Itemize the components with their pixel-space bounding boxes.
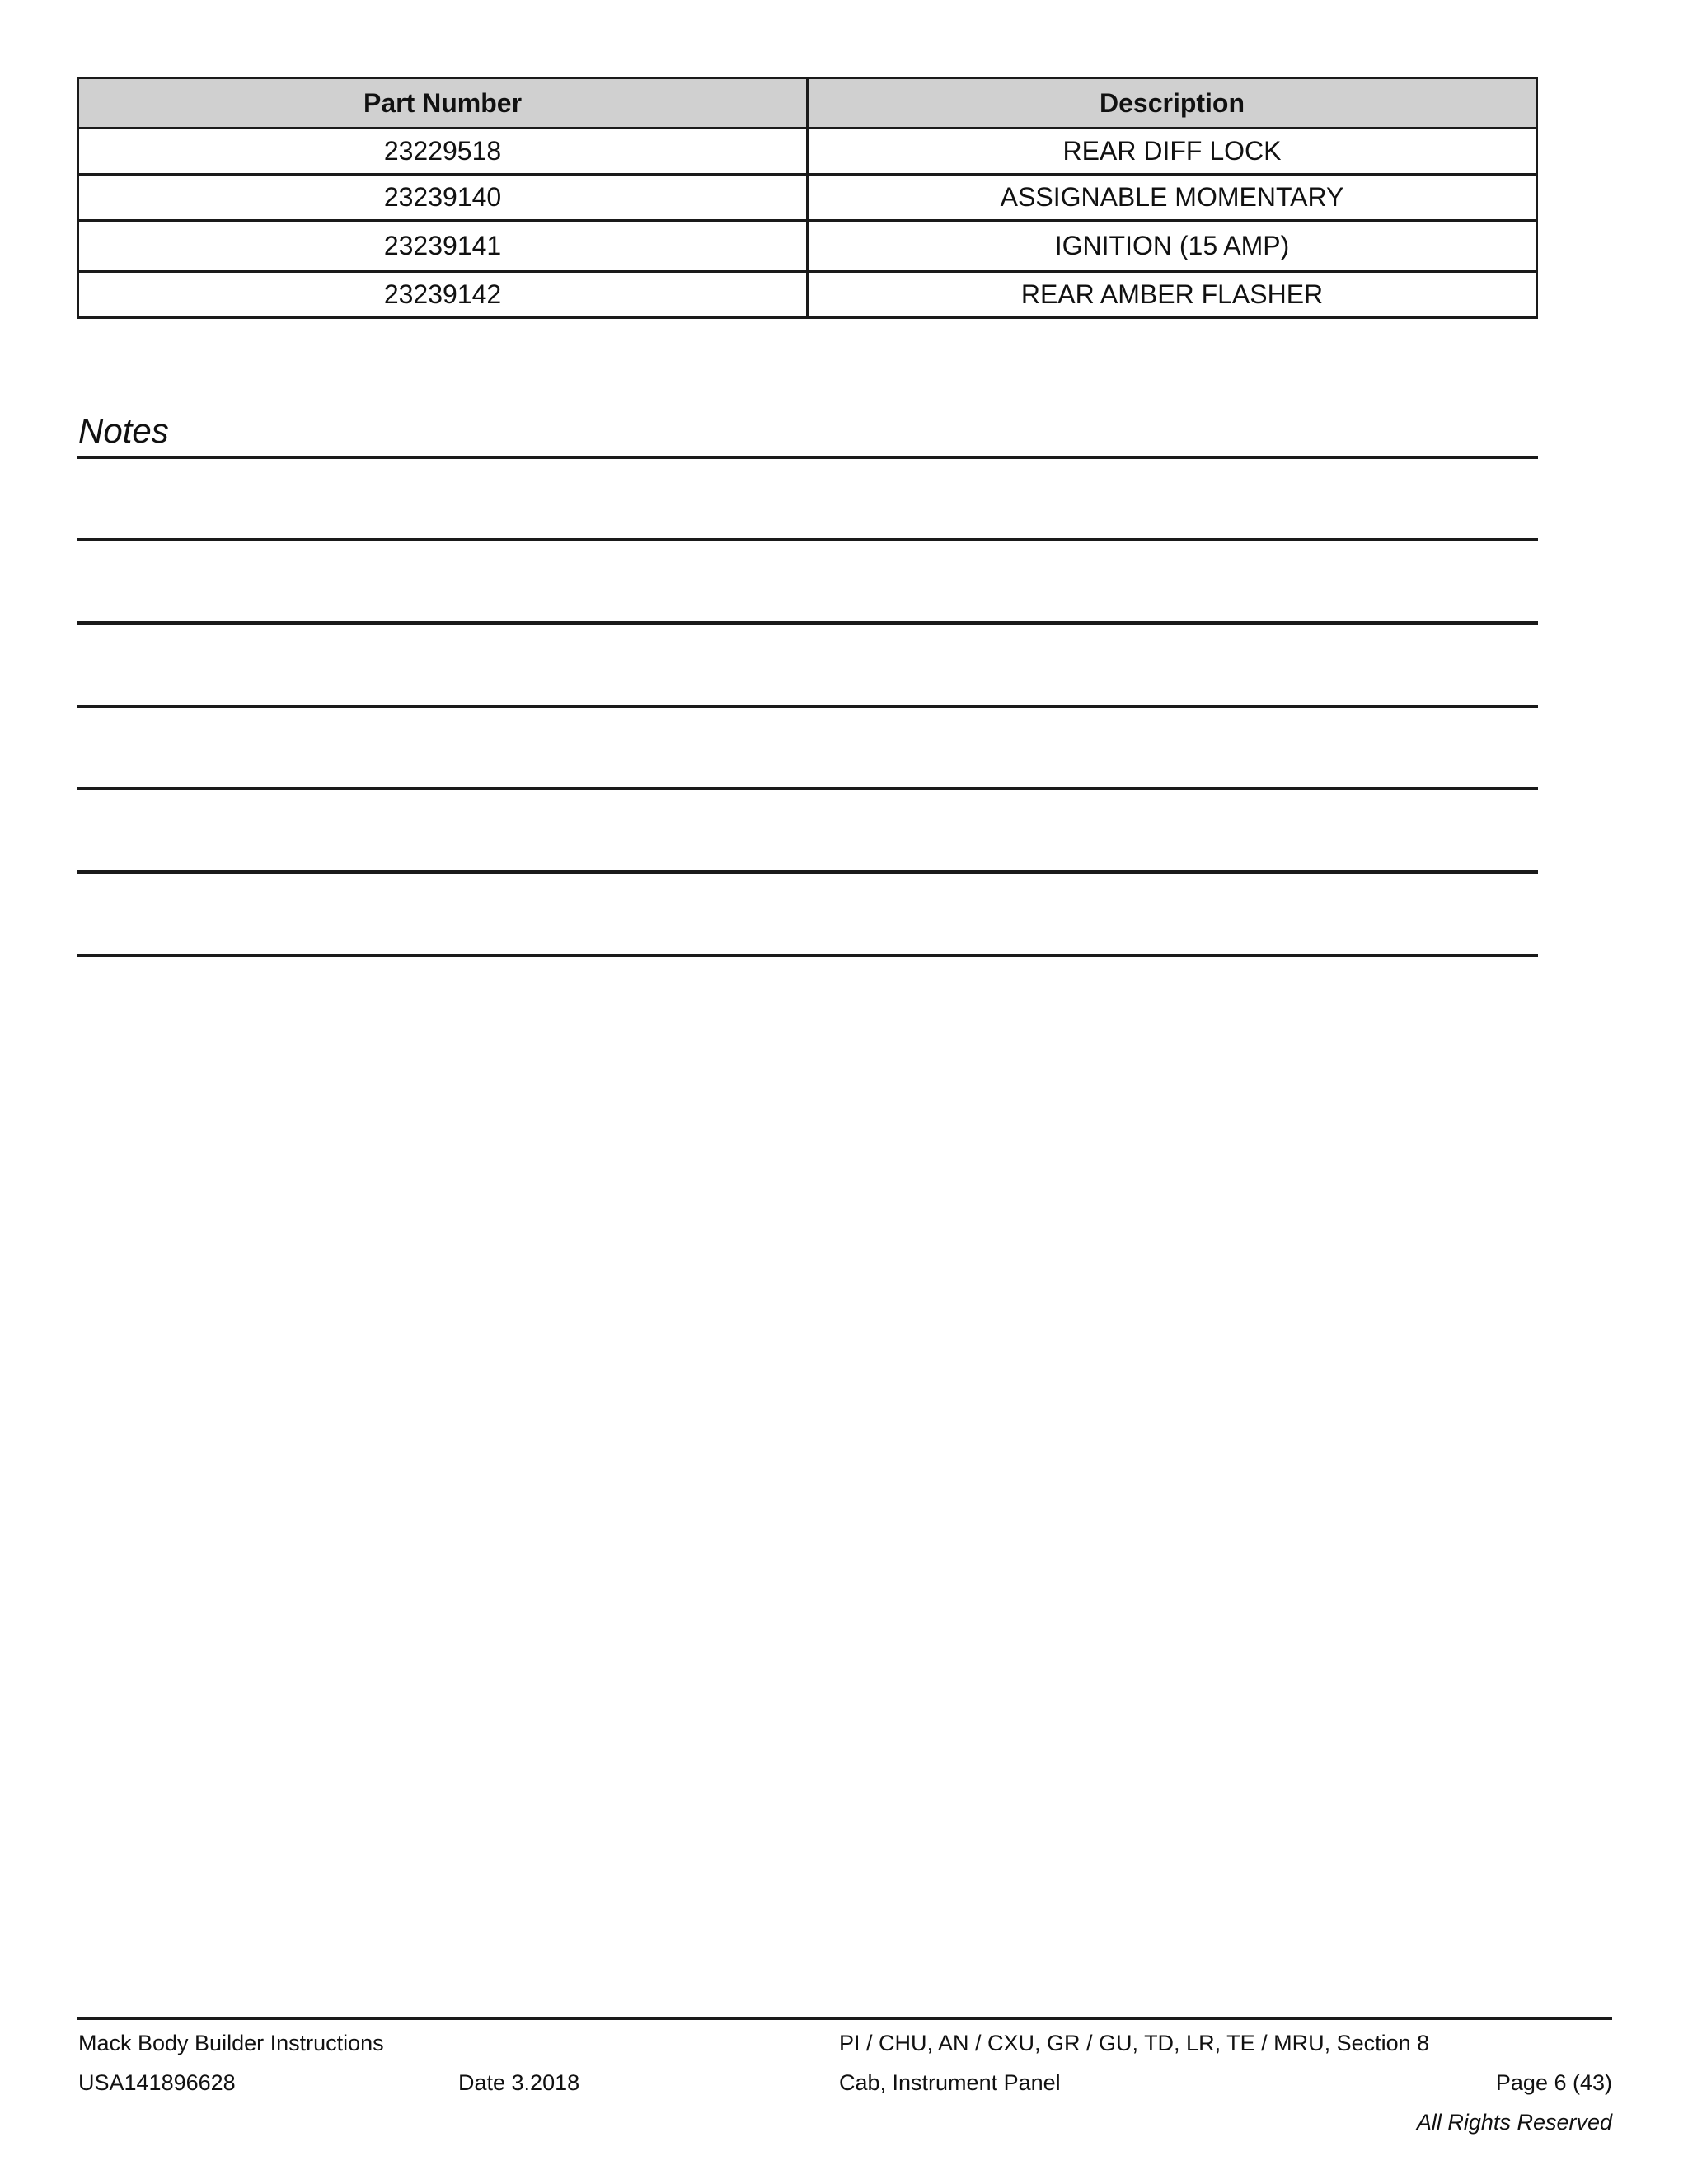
description-cell: ASSIGNABLE MOMENTARY [808,175,1537,221]
notes-line [77,954,1538,957]
description-cell: REAR AMBER FLASHER [808,272,1537,318]
footer-models: PI / CHU, AN / CXU, GR / GU, TD, LR, TE / MRU, Section 8 [839,2031,1430,2055]
table-row [78,175,1537,221]
notes-line [77,621,1538,625]
table-header-row [78,78,1537,129]
part-number-cell: 23239141 [78,221,808,272]
column-header-description: Description [808,78,1537,129]
table-row [78,221,1537,272]
notes-line [77,787,1538,790]
notes-line [77,870,1538,874]
footer-rights: All Rights Reserved [1416,2110,1612,2135]
footer-doc-title: Mack Body Builder Instructions [78,2031,384,2055]
part-number-cell: 23229518 [78,129,808,175]
notes-heading: Notes [78,411,169,450]
footer-doc-id: USA141896628 [78,2070,236,2095]
part-number-cell: 23239142 [78,272,808,318]
footer-page-number: Page 6 (43) [1495,2070,1612,2095]
parts-table [77,77,1538,319]
footer-divider [77,2017,1612,2020]
table-row [78,272,1537,318]
part-number-cell: 23239140 [78,175,808,221]
footer-date: Date 3.2018 [458,2070,580,2095]
footer-section: Cab, Instrument Panel [839,2070,1061,2095]
notes-line [77,705,1538,708]
table-row [78,129,1537,175]
description-cell: REAR DIFF LOCK [808,129,1537,175]
notes-line [77,538,1538,541]
notes-line [77,456,1538,459]
column-header-part-number: Part Number [78,78,808,129]
description-cell: IGNITION (15 AMP) [808,221,1537,272]
